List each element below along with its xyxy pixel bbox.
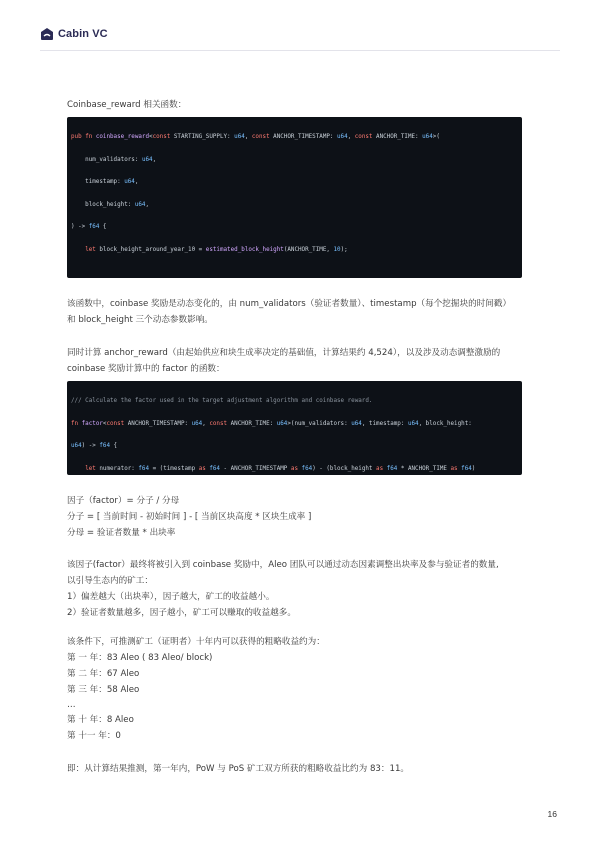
paragraph-line: 第 三 年：58 Aleo bbox=[67, 685, 140, 695]
code-line: block_height: u64, bbox=[71, 201, 150, 208]
paragraph-line: 以引导生态内的矿工： bbox=[67, 576, 153, 586]
paragraph-yearly-rewards bbox=[67, 634, 537, 744]
formula-line: 因子（factor）= 分子 / 分母 bbox=[67, 496, 180, 506]
paragraph-line: 第 十一 年：0 bbox=[67, 731, 121, 741]
code-line: u64) -> f64 { bbox=[71, 443, 118, 449]
formula-line: 分母 = 验证者数量 * 出块率 bbox=[67, 528, 176, 538]
formula-line: 分子 = [ 当前时间 - 初始时间 ] - [ 当前区块高度 * 区块生成率 ] bbox=[67, 512, 312, 522]
formula-list bbox=[67, 493, 537, 541]
code-block-factor bbox=[67, 381, 522, 475]
code-line: num_validators: u64, bbox=[71, 156, 157, 163]
code-line: /// Calculate the factor used in the target adjustment algorithm and coinbase reward. bbox=[71, 398, 373, 404]
paragraph-line: 第 十 年：8 Aleo bbox=[67, 715, 134, 725]
paragraph-anchor-reward bbox=[67, 345, 537, 377]
paragraph-line: 1）偏差越大（出块率），因子越大，矿工的收益越小。 bbox=[67, 592, 275, 602]
header-divider bbox=[40, 50, 560, 51]
paragraph-line: 该函数中，coinbase 奖励是动态变化的，由 num_validators（验证者数量）、timestamp（每个挖掘块的时间戳） bbox=[67, 299, 512, 309]
paragraph-line: 同时计算 anchor_reward（由起始供应和块生成率决定的基础值，计算结果约 4,524），以及涉及动态调整激励的 bbox=[67, 348, 501, 358]
paragraph-line: 2）验证者数量越多，因子越小，矿工可以赚取的收益越多。 bbox=[67, 608, 296, 618]
conclusion-line: 即：从计算结果推测，第一年内，PoW 与 PoS 矿工双方所获的粗略收益比约为 83：11。 bbox=[67, 764, 410, 774]
intro-text bbox=[67, 97, 537, 113]
code-line: fn factor<const ANCHOR_TIMESTAMP: u64, const ANCHOR_TIME: u64>(num_validators: u64, timestamp: u64, block_height: bbox=[71, 420, 472, 427]
code-line bbox=[71, 267, 518, 278]
paragraph-line: coinbase 奖励计算中的 factor 的函数： bbox=[67, 364, 225, 374]
page-header bbox=[0, 0, 600, 52]
intro-line: Coinbase_reward 相关函数： bbox=[67, 100, 187, 110]
page-number: 16 bbox=[547, 809, 557, 819]
paragraph-line: 和 block_height 三个动态参数影响。 bbox=[67, 315, 213, 325]
conclusion bbox=[67, 761, 537, 777]
paragraph-line: … bbox=[67, 700, 76, 710]
paragraph-line: 第 二 年：67 Aleo bbox=[67, 669, 140, 679]
paragraph-line: 该因子(factor）最终将被引入到 coinbase 奖励中，Aleo 团队可以通过动态因素调整出块率及参与验证者的数量, bbox=[67, 560, 499, 570]
paragraph-line: 第 一 年：83 Aleo ( 83 Aleo/ block) bbox=[67, 653, 213, 663]
code-block-coinbase-reward bbox=[67, 117, 522, 278]
code-line: timestamp: u64, bbox=[71, 179, 139, 185]
paragraph-dynamic-params bbox=[67, 296, 537, 328]
code-line: let block_height_around_year_10 = estimated_block_height(ANCHOR_TIME, 10); bbox=[85, 246, 348, 253]
code-line: pub fn coinbase_reward<const STARTING_SUPPLY: u64, const ANCHOR_TIMESTAMP: u64, const ANCHOR_TIME: u64>( bbox=[71, 134, 440, 140]
brand-logo bbox=[40, 27, 108, 41]
code-line: let numerator: f64 = (timestamp as f64 - ANCHOR_TIMESTAMP as f64) - (block_height as f64 * ANCHOR_TIME as f64) bbox=[85, 465, 476, 472]
paragraph-line: 该条件下，可推测矿工（证明者）十年内可以获得的粗略收益约为： bbox=[67, 637, 325, 647]
brand-name: Cabin VC bbox=[58, 28, 108, 40]
paragraph-factor-effect bbox=[67, 557, 537, 621]
code-line: ) -> f64 { bbox=[71, 224, 107, 230]
cabin-logo-icon bbox=[40, 27, 54, 41]
